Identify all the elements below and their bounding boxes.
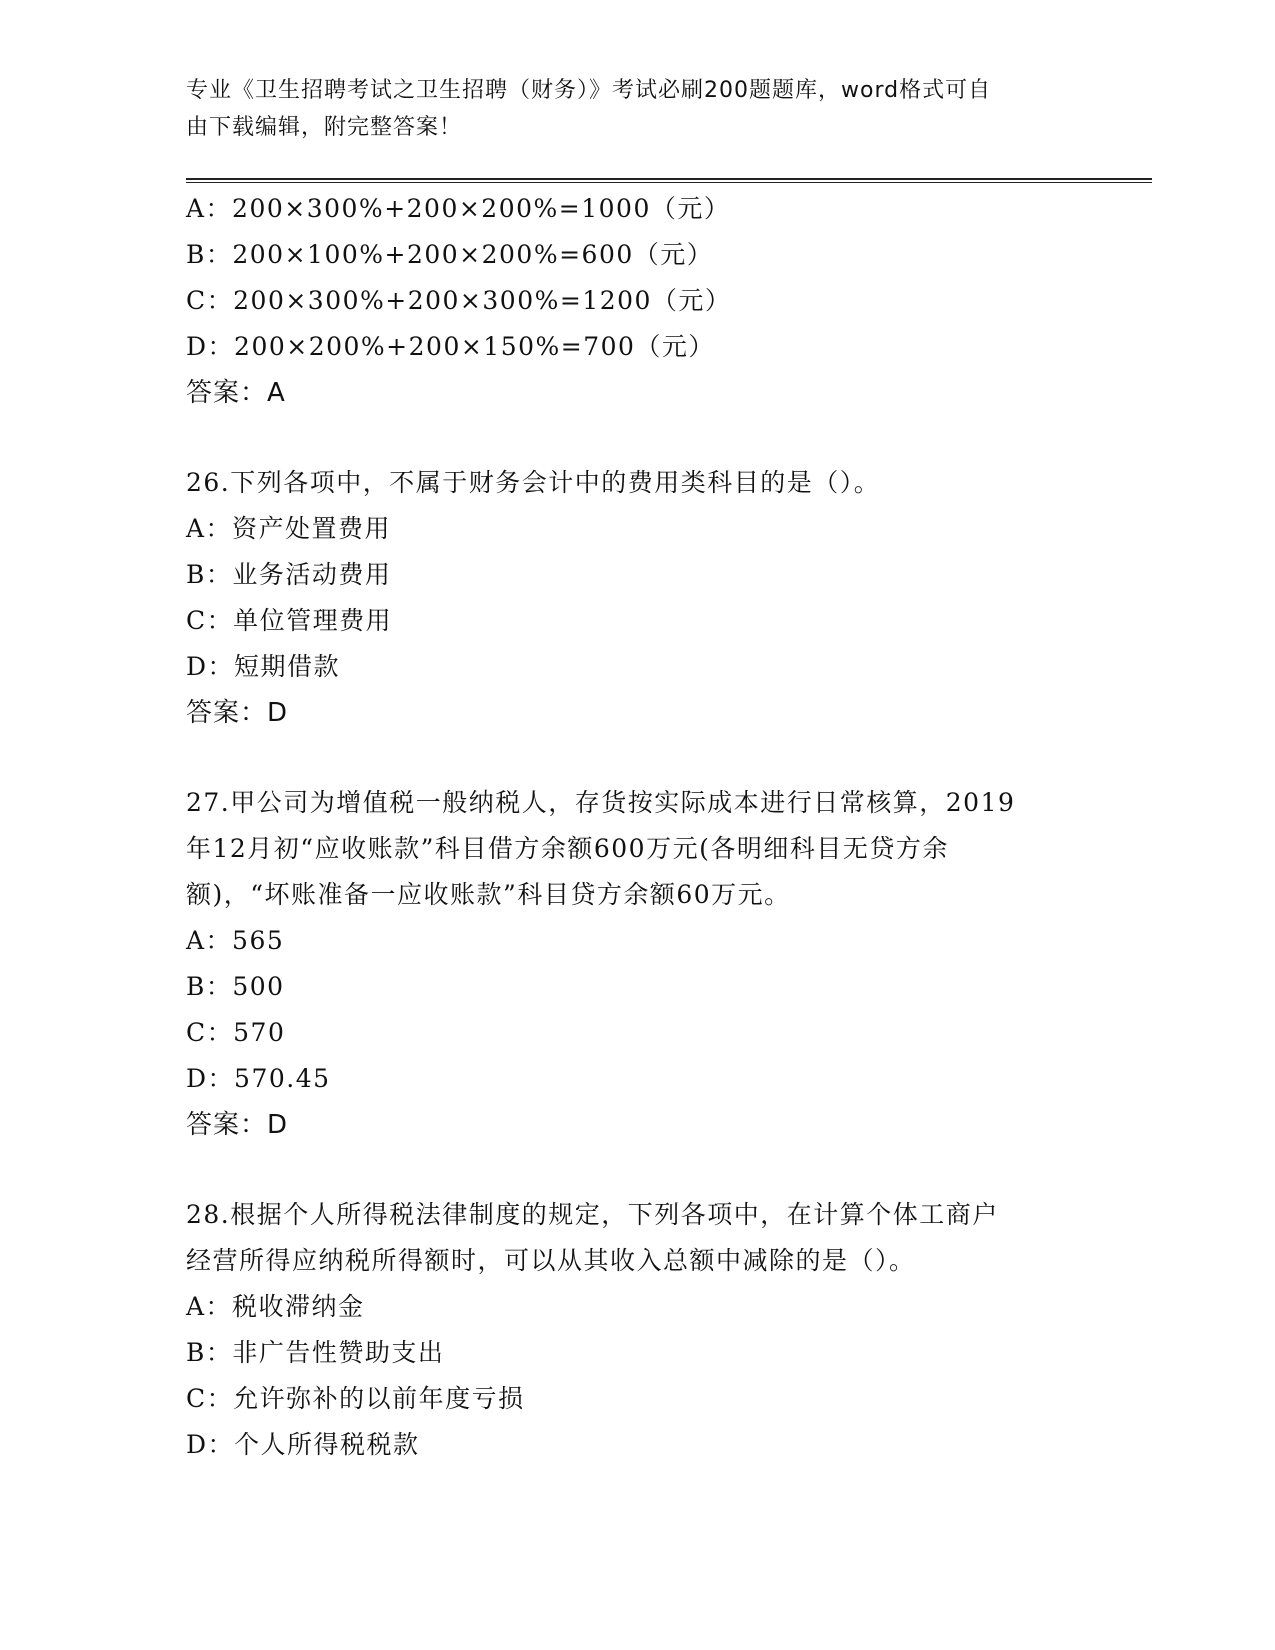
header-divider <box>186 178 1152 183</box>
option-c: C：200×300%+200×300%=1200（元） <box>186 286 732 315</box>
question-stem: 26.下列各项中，不属于财务会计中的费用类科目的是（）。 <box>186 468 881 497</box>
question-stem-line: 27.甲公司为增值税一般纳税人，存货按实际成本进行日常核算，2019 <box>186 788 1016 817</box>
question-list <box>186 186 1086 1468</box>
option-a: A：资产处置费用 <box>186 514 392 543</box>
option-b: B：500 <box>186 972 285 1001</box>
document-header <box>186 72 1086 146</box>
answer: 答案：D <box>186 698 289 728</box>
option-c: C：570 <box>186 1018 286 1047</box>
question-spacer <box>186 736 1086 780</box>
option-d: D：个人所得税税款 <box>186 1430 420 1459</box>
option-b: B：非广告性赞助支出 <box>186 1338 445 1367</box>
answer: 答案：A <box>186 378 286 408</box>
question-25 <box>186 186 1086 416</box>
question-spacer <box>186 1148 1086 1192</box>
question-stem-line: 28.根据个人所得税法律制度的规定，下列各项中，在计算个体工商户 <box>186 1200 999 1229</box>
option-d: D：200×200%+200×150%=700（元） <box>186 332 715 361</box>
header-line-2: 由下载编辑，附完整答案！ <box>186 115 463 140</box>
option-a: A：200×300%+200×200%=1000（元） <box>186 194 731 223</box>
answer: 答案：D <box>186 1110 289 1140</box>
question-26 <box>186 460 1086 736</box>
option-b: B：200×100%+200×200%=600（元） <box>186 240 714 269</box>
option-a: A：税收滞纳金 <box>186 1292 365 1321</box>
question-stem-line: 年12月初“应收账款”科目借方余额600万元(各明细科目无贷方余 <box>186 834 949 863</box>
header-line-1: 专业《卫生招聘考试之卫生招聘（财务）》考试必刷200题题库，word格式可自 <box>186 78 992 103</box>
option-d: D：短期借款 <box>186 652 341 681</box>
option-c: C：允许弥补的以前年度亏损 <box>186 1384 525 1413</box>
option-b: B：业务活动费用 <box>186 560 392 589</box>
question-stem-line: 额)，“坏账准备一应收账款”科目贷方余额60万元。 <box>186 880 791 909</box>
question-28 <box>186 1192 1086 1468</box>
option-c: C：单位管理费用 <box>186 606 393 635</box>
option-a: A：565 <box>186 926 285 955</box>
question-spacer <box>186 416 1086 460</box>
question-stem-line: 经营所得应纳税所得额时，可以从其收入总额中减除的是（）。 <box>186 1246 916 1275</box>
question-27 <box>186 780 1086 1148</box>
option-d: D：570.45 <box>186 1064 331 1093</box>
